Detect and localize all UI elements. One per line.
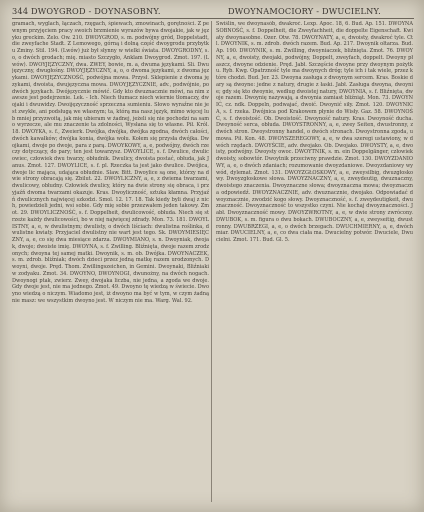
header-rule bbox=[12, 18, 414, 19]
page-header bbox=[12, 6, 414, 18]
left-header bbox=[12, 6, 161, 16]
left-column-text: gramach, wyglach, łączach, rzęgach, śpiewach, zmowinach, gorętności. Z pewnym przyjęciem pracy swoich brzmienie wyrazów bywa dwojakie, jak w języku greckim. Zelo. Ow. 210. DWOYGROD, s. m. podwójny gród, Doppelstadt, die zweyfache Stadt. Z Lemowego, górną i dolną część dwoygrodu przybytku Zminy. Stil. 194. (Lwów) już był słynny w wielki świata. DWOYGRODNY, s. o, o dwóch grodach; mię. miasto Szczygło, Anklam Dwoygrod. Zmot. 197. (Lwów). DWOYJĘZYCZNY, dwa. ZWEY, bowie, m. a, dwuma językami. Sli. Dwujęzyczny, dwugłośny. DWOYJĘZYCZNY, a, o, o dwoma językami, z dwoma językami. DWOYJĘZYCZNOŚĆ, podwójna mowa. Przysł. Sklepienie z dwoma językami, dwoista, dwujęzyczna mowa. DWOYJĘZYCZNIE, adv., podwójnie, po dwóch językach. Dwójęzycznie mówić. Gdy kto dwuznacznie mówi, na nim zawsze jest podejrzenie. Lek. - Ich. Niech tłumacz niech wiernie tłomaczy, dwojaki i dwuwidzy. Dwoijęzyczność sprzeczna sumieniu. Słowo wyraźne nie jest zwykłe, ani podsługą we własnym; ta, którą ma nasz język, mimo więcej lub mniej przyzwoitą, jak mię ubieram w żadnej, jeżeli się nie pochodzi na samo wyrzecze, ale mu znaczenie ta zdolności, Wysłana się to własne. Pił. Król. 18. DWOYKA, s. f., Zweierk. Dwójka, dwójka, dwójka zgodna, dwóch całości, dwóch kawałków; dwójka konia, dwójka wołu. Kołem się przysła dwójka. Dwojkami, dwoje po dwoje, para z parą. DWOYKOWY, a, e, podwójny, dwóch rzeczy dotyczący, do pary; ten jest towarzysz. DWOYLICE, s. f. Dwulice, dwulicowiec, człowiek dwu twarzy, obłudnik. Dwulicy, dwoista postać, obłuda, jak Janus. Zmot. 127. DWOYLICE, s. f. pl. Rzeczka ta jest jako dwulice. Dwójica, dwoje lic mająca, udająca obłudnie. Slaw. Bitt. Dwoylice są one, którzy na dwie strony obracają się. Zbilut. 22. DWOYLICZNY, a, e, z dwiema twarzami, dwulicowy, obłudny. Człowiek dwulicy, który na dwie strony się obraca, i przyjaźń dwoma twarzami okazuje. Kras. Dwoyliczność, sztuka kłamna. Przyjaźń dwulicznych najwięcej szkodzi. Smol. 12. 17. 18. Tak kiedy byli dwaj z nich, powiedzieli jedni, wsi sobie. Gdy mię sobie przezwałem jeden takowy. Zmot. 29. DWOYLICZNOŚĆ, s. f. Doppelheit, dwulicowość, obłuda. Niech się strzeże każdy dwulicowości, bo w niej najwięcej zdrady. Mon. 73. 181. DWOYLISTNY, a, e, w dwulistnym; dwulisty, o dwóch liściach: dwulistna roślinka, dwulistne kwiaty. Przyjaciel dwulistny nie wart jest tego. Sk. DWOYMIESIĘCZNY, a, e, co się dwa miesiące zdarza. DWOYMIANO, s. n. Dwoyniak, dwojak, dwoje; dwoiste imię. DWOYNA, s. f. Zwilling. Bliźnięta, dwoje razem zrodzonych; dwoyna tej samej matki. Dwoynik, s. m. ob. Dwójka. DWOYNACZEK, s. m. zdrob. bliźniak; dwóch dzieci przez jedną matkę razem urodzonych. Dwoyni, dwoje. Pręd. Thom. Zwillingszeichen, in Gemini. Dwoynaki, Bliźniaki w zodyaku. Zmot. 34. DWOYNO, DWOYNOGI, dwunożny, na dwóch nogach. Dwoynogi ptak, zwierz. Zwey, dwojaka liczba, nie jedna, a zgoda we dwoje. Gdy dwoje jest, nie ma jednego. Zmot. 49. Dwoyno tę wiedzą w świecie. Dwoyno wiedzą o niczym. Wiadomo jest, iż dwoyno ma być w tym, w czym żadną nie masz: we wszystkim dwoyno jest. W niczym nie ma. Warg. Wal. 92. bbox=[12, 21, 209, 304]
left-running-head: DWOYGROD - DOYNASOBNY. bbox=[31, 6, 161, 16]
left-column bbox=[12, 21, 209, 504]
right-running-head: DWOYNAMOCIORY - DWUCIELNY. bbox=[228, 6, 381, 16]
right-column-text: Swiślin, we dwoynasób, dwakroć. Lexp. Apoc. 18, 6. Bud. Ap. 151. DWOYNASOBNOŚĆ, s. f. Doppelheit, die Zweyfachheit, die doppelte Eigenschaft. Kwiaty dwoynasobne. Ozer. Otw. 78. DWOYNATY, a, e, dwoisty, dwakroć tyle. Ctl. DWOYNIK, s. m. zdrob. dwóch razem. Bud. Ap. 217. Dwoynik ołtarza. Bud. Ap. 190. DWOYNIK, s. m. Zwilling, dwoyniaczek, bliźnięta. Zmot. 76. DWOYNY, a, e, dwoisty, dwojaki, podwójny, Doppelt, zweyfach, doppelt. Dwoyny płaszcz, dwoyne odzienie. Pręd. Jabł. Szczęście dwoyne przy dwoynym pożytku. Ryb. Kwg. Opatrzność tyle ma dwoynych dróg; tyle ich i tak wiele, przez które chodzi. Bud. Jer. 23. Dwoyna zasługa z dwoynym sercem. Kras. Boskie dary są dwoyne: jedne z natury, drugie z łaski. Jabł. Zasługa dwoyna, dwoynie; gdy się kto dwoynie, według dwoistej natury, DWOYNIA, s. f. Bliźnięta, dwoje razem. Dwoynię nazywają, a dwoynia zamiast bliźniąt. Mon. 73. DWOYNIĆ, cz. ndk. Doppeln, podwajać, dwoić. Dwoynić siły. Zmot. 120. DWOYNICA, s. f. rzeka. Dwójnica pod Krakowem płynie do Wisły. Gaz. 58. DWOYNOŚĆ, s. f. dwoistość. Ob. Dwoistość. Dwoyność natury. Kras. Dwoyność ducha. Dwoyność serca, obłuda. DWOYSTRONNY, a, e, zwey Seiten, dwustronny, z dwóch stron. Dwoystronny handel, o dwóch stronach. Dwoystronna zgoda, umowa. Pił. Kon. 48. DWOYSZEREGOWY, a, e, w dwa szeregi ustawiony, w dwóch rzędach. DWOYŚCIE, adv. dwojako. Ob. Dwojako. DWOYSTY, a, e, dwoisty, podwójny. Dwoysty owoc. DWOYTNIK, s. m. ein Doppelgänger, człowiek dwoisty, sobowtór. Dwoytnik przeciwny prawdzie. Zmot. 130. DWOYZDANIOWY, a, e, o dwóch zdaniach; rozumowanie dwoyzdaniowe. Dwoyzdaniowy wywód, dylemat. Zmot. 131. DWOYZGŁOSKOWY, a, e, zweysilbig, dwuzgłoskowy. Dwoyzgłoskowe słowa. DWOYZNACZNY, a, e, zweydeutig, dwuznaczny, dwoistego znaczenia. Dwoyznaczne słowa; dwoyznaczna mowa; dwoyznaczna odpowiedź. DWOYZNACZNIE, adv. dwuznacznie, dwojako. Odpowiadać dwoyznacznie, zwodzić kogo słowy. Dwoyznaczność, s. f. zweydeutigkeit, dwuznaczność. Dwoyznaczność to wszystko czyni. Nie kochaj dwoyznaczności. Jabł. Dwoyznaczność mowy. DWOYZWROTNY, a, e, w dwie strony zwrócony. DWUBOK, s. m. figura o dwu bokach. DWUBOCZNY, a, e, zweyseitig, dwustronny. DWUBRZEGI, a, e, o dwóch brzegach. DWUCHMIERNY, a, e, dwóch miar. DWUCIELNY, a, e, co dwa ciała ma. Dwucielny potwór. Dwuciele, Dwucielni. Zmot. 171. Bud. Gl. 5. bbox=[216, 21, 413, 243]
column-divider bbox=[211, 21, 212, 502]
page-number: 344 bbox=[12, 6, 29, 16]
right-column bbox=[216, 21, 413, 504]
